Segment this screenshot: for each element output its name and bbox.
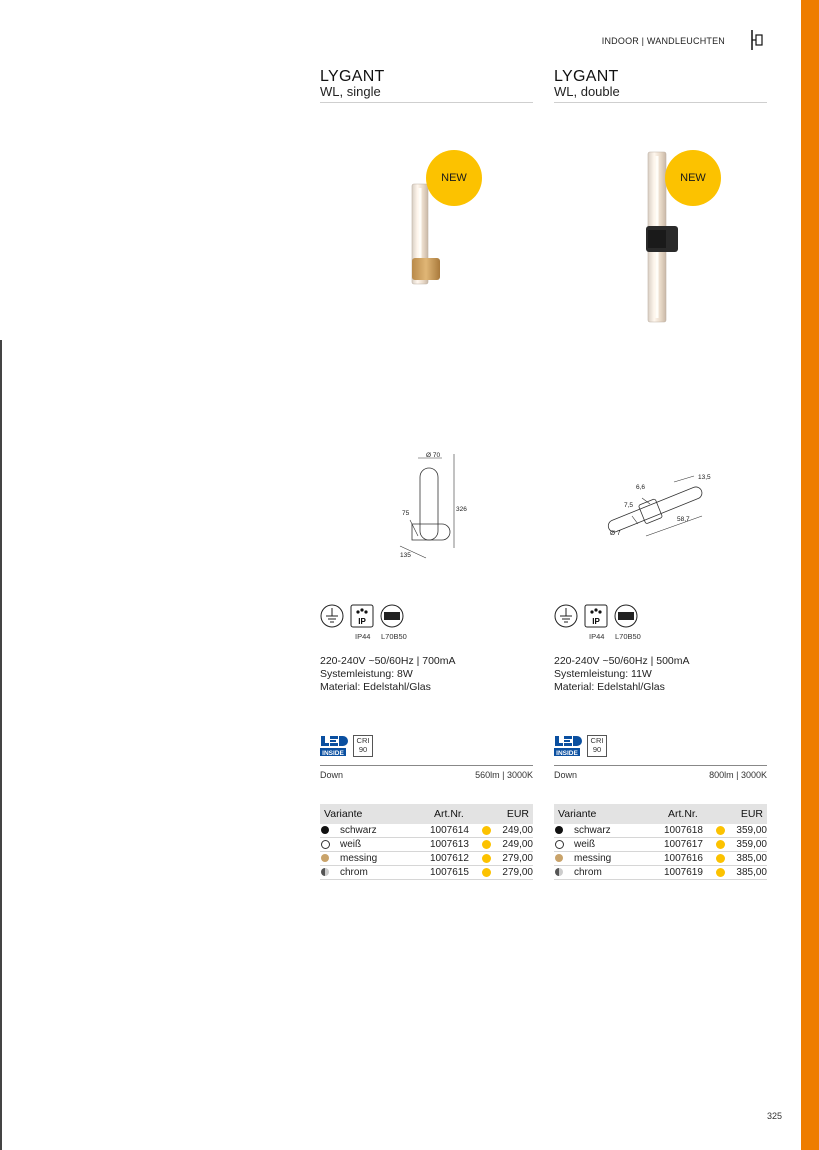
spec-line: 220-240V ~50/60Hz | 500mA	[554, 655, 690, 667]
availability-dot	[716, 826, 725, 835]
certification-icons	[320, 604, 533, 644]
dimension-drawing-single	[320, 438, 533, 578]
product-title: LYGANT	[320, 68, 385, 85]
table-header-row	[320, 804, 533, 824]
product-photo	[554, 126, 767, 356]
dimension-drawing	[554, 438, 767, 578]
cri-badge: CRI 90	[587, 735, 607, 757]
page-edge-line	[0, 340, 2, 1150]
spec-line: Systemleistung: 11W	[554, 668, 652, 680]
dimension-label: 326	[456, 506, 467, 513]
color-swatch-chrome	[321, 868, 329, 876]
lamp-double-illustration	[554, 126, 767, 356]
dimension-label: Ø 70	[426, 452, 441, 459]
led-inside-icon	[554, 735, 582, 757]
ip-rating-icon	[351, 605, 373, 627]
light-output-row	[320, 765, 533, 784]
light-direction: Down	[320, 770, 344, 780]
color-swatch-chrome	[555, 868, 563, 876]
cri-badge: CRI 90	[353, 735, 373, 757]
dimension-label: 7,5	[624, 502, 634, 509]
color-swatch-white	[555, 840, 564, 849]
availability-dot	[716, 868, 725, 877]
header-eur: EUR	[732, 804, 767, 824]
lumen-value: 800lm | 3000K	[709, 770, 767, 780]
svg-text:INSIDE: INSIDE	[556, 750, 578, 757]
dimension-label: 75	[402, 510, 410, 517]
protection-class-icon	[321, 605, 343, 627]
header-art: Art.Nr.	[430, 804, 498, 824]
svg-text:IP: IP	[592, 617, 600, 626]
lifetime-icon	[615, 605, 637, 627]
lifetime-label: L70B50	[615, 632, 641, 641]
availability-dot	[482, 840, 491, 849]
availability-dot	[482, 854, 491, 863]
page-number: 325	[767, 1111, 783, 1121]
dimension-label: 13,5	[698, 474, 711, 481]
color-swatch-black	[555, 826, 563, 834]
spec-line: 220-240V ~50/60Hz | 700mA	[320, 655, 456, 667]
table-row: schwarz 1007618 359,00	[554, 824, 767, 838]
lifetime-icon	[381, 605, 403, 627]
availability-dot	[716, 854, 725, 863]
variant-table	[554, 804, 767, 880]
table-header-row	[554, 804, 767, 824]
category-header: INDOOR | WANDLEUCHTEN	[601, 36, 725, 46]
lumen-value: 560lm | 3000K	[475, 770, 533, 780]
dimension-label: 58,7	[677, 516, 690, 523]
ip-rating-icon	[585, 605, 607, 627]
dimension-label: Ø 7	[610, 530, 621, 537]
dimension-drawing	[320, 438, 533, 578]
title-divider	[320, 102, 533, 103]
new-badge: NEW	[665, 150, 721, 206]
dimension-drawing-double	[554, 438, 767, 578]
lifetime-label: L70B50	[381, 632, 407, 641]
table-row: chrom 1007619 385,00	[554, 866, 767, 880]
technical-specs	[554, 655, 690, 694]
variant-table	[320, 804, 533, 880]
protection-class-icon	[555, 605, 577, 627]
lamp-single-illustration	[320, 126, 533, 356]
color-swatch-brass	[555, 854, 563, 862]
spec-line: Material: Edelstahl/Glas	[554, 681, 665, 693]
spec-line: Material: Edelstahl/Glas	[320, 681, 431, 693]
product-subtitle: WL, single	[320, 84, 381, 99]
technical-specs	[320, 655, 456, 694]
led-info	[320, 735, 533, 759]
led-info	[554, 735, 767, 759]
availability-dot	[482, 826, 491, 835]
color-swatch-white	[321, 840, 330, 849]
availability-dot	[716, 840, 725, 849]
ip-rating-label: IP44	[589, 632, 605, 641]
table-row: chrom 1007615 279,00	[320, 866, 533, 880]
table-row: weiß 1007613 249,00	[320, 838, 533, 852]
table-row: messing 1007616 385,00	[554, 852, 767, 866]
header-art: Art.Nr.	[664, 804, 732, 824]
color-swatch-black	[321, 826, 329, 834]
product-photo	[320, 126, 533, 356]
spec-line: Systemleistung: 8W	[320, 668, 413, 680]
light-output-row	[554, 765, 767, 784]
dimension-label: 6,6	[636, 484, 646, 491]
product-title: LYGANT	[554, 68, 619, 85]
header-variant: Variante	[554, 804, 664, 824]
accent-side-bar	[801, 0, 819, 1150]
table-row: weiß 1007617 359,00	[554, 838, 767, 852]
dimension-label: 135	[400, 552, 411, 559]
ip-rating-label: IP44	[355, 632, 371, 641]
light-direction: Down	[554, 770, 578, 780]
header-variant: Variante	[320, 804, 430, 824]
table-row: schwarz 1007614 249,00	[320, 824, 533, 838]
product-subtitle: WL, double	[554, 84, 620, 99]
wall-lamp-icon	[750, 30, 766, 50]
new-badge: NEW	[426, 150, 482, 206]
svg-text:INSIDE: INSIDE	[322, 750, 344, 757]
svg-text:IP: IP	[358, 617, 366, 626]
color-swatch-brass	[321, 854, 329, 862]
header-eur: EUR	[498, 804, 533, 824]
product-column-double	[554, 68, 767, 878]
certification-icons	[554, 604, 767, 644]
led-inside-icon	[320, 735, 348, 757]
availability-dot	[482, 868, 491, 877]
table-row: messing 1007612 279,00	[320, 852, 533, 866]
product-column-single	[320, 68, 533, 878]
title-divider	[554, 102, 767, 103]
